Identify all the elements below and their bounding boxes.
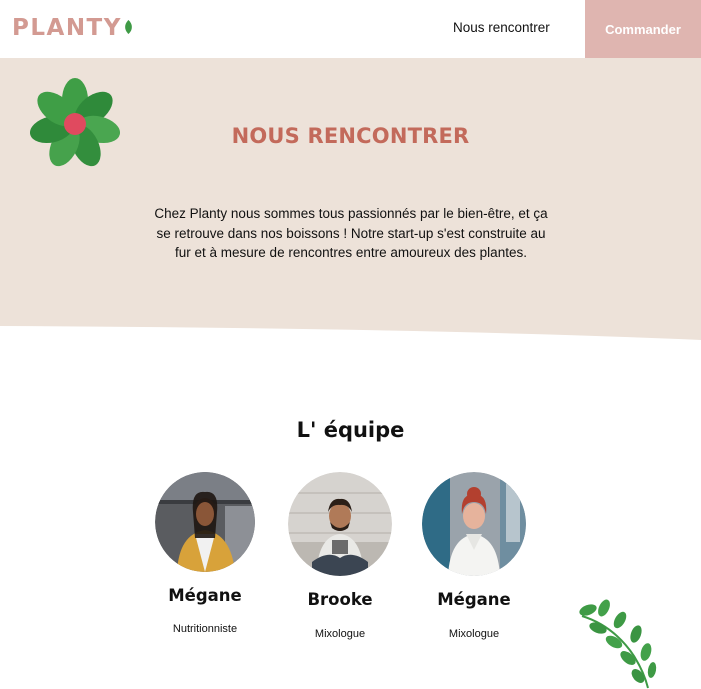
site-header (0, 0, 701, 58)
logo-text: PLANTY (12, 15, 122, 41)
member-name: Brooke (307, 590, 373, 609)
logo[interactable] (12, 14, 133, 42)
hero-section (0, 58, 701, 343)
member-role: Mixologue (448, 628, 500, 640)
member-name: Mégane (437, 590, 511, 609)
team-member (145, 472, 265, 642)
leaf-icon (124, 20, 133, 34)
member-role: Nutritionniste (172, 623, 238, 635)
avatar (288, 472, 392, 576)
nav-link-nous-rencontrer[interactable]: Nous rencontrer (453, 20, 550, 35)
order-button[interactable]: Commander (585, 0, 701, 58)
hero-description: Chez Planty nous sommes tous passionnés par le bien-être, et ça se retrouve dans nos boissons ! Notre start-up s'est construite au fur et à mesure de rencontres entre amoureux des plantes. (154, 206, 548, 260)
avatar (422, 472, 526, 576)
member-role: Mixologue (314, 628, 366, 640)
team-member (414, 472, 534, 647)
member-name: Mégane (168, 586, 242, 605)
team-title: L' équipe (296, 418, 405, 442)
branch-icon (574, 596, 658, 689)
page-title: NOUS RENCONTRER (231, 124, 470, 148)
team-member (280, 472, 400, 647)
avatar (155, 472, 255, 572)
